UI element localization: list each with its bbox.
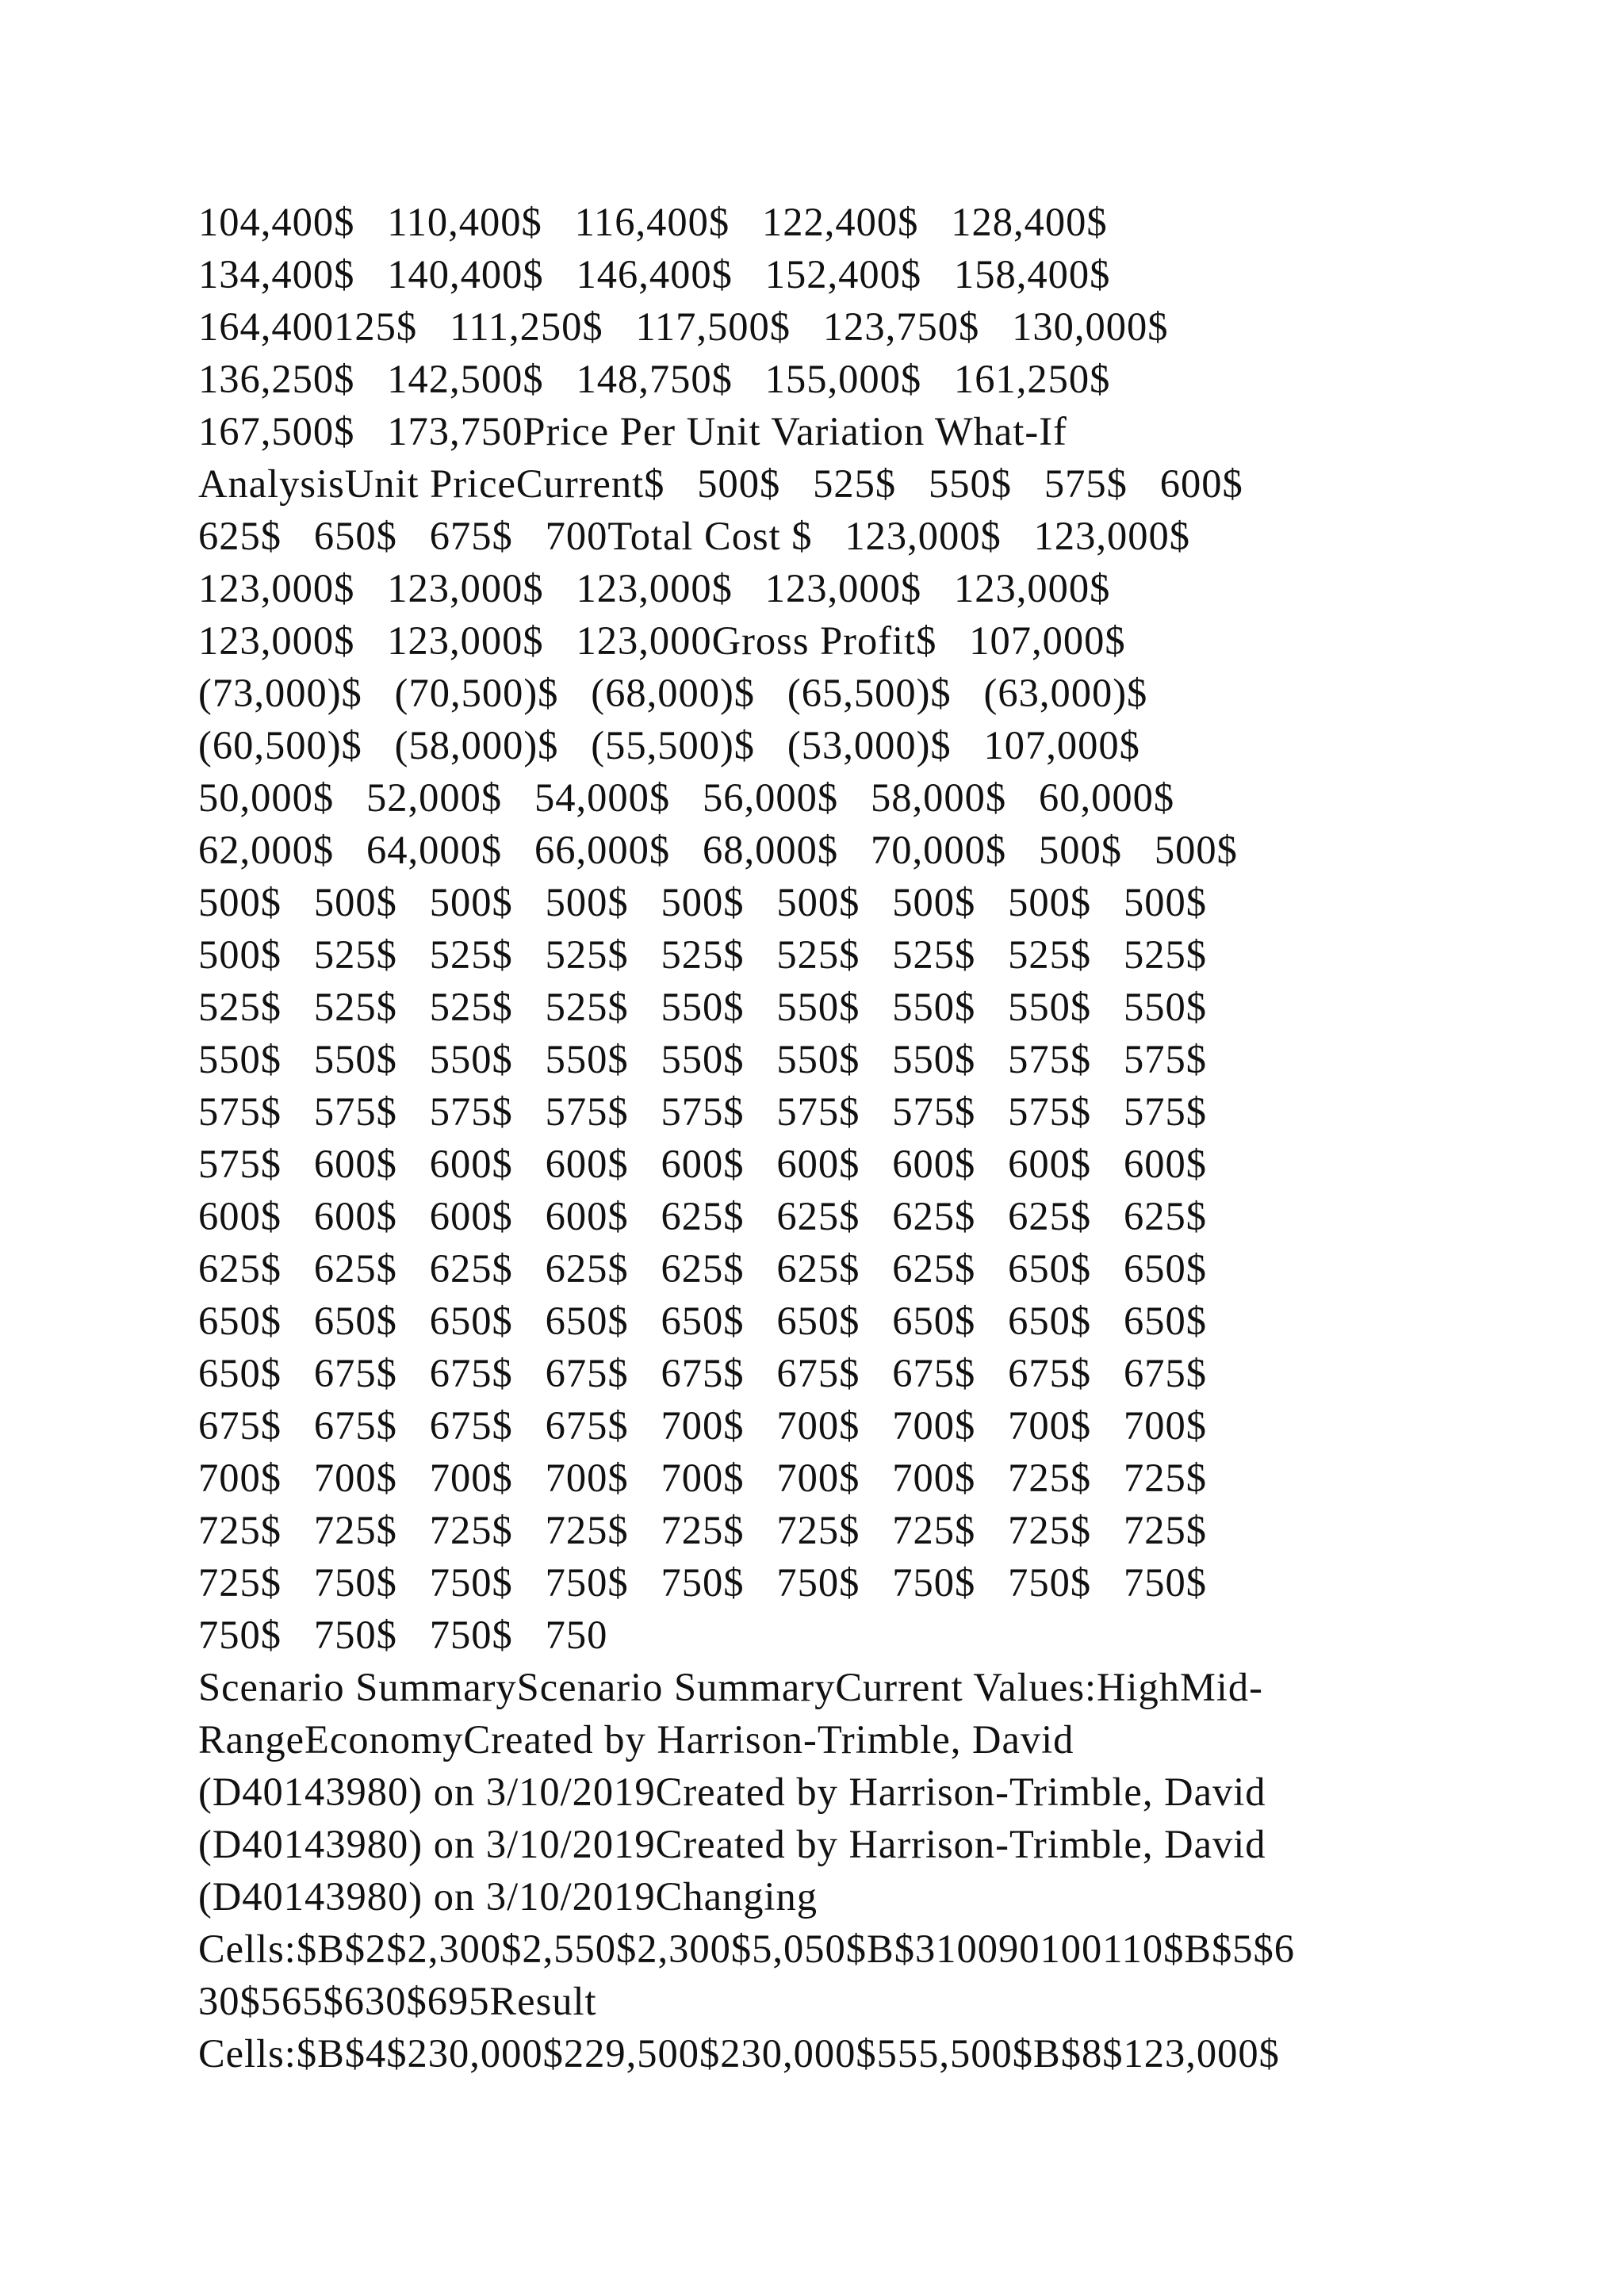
text-line: 136,250$ 142,500$ 148,750$ 155,000$ 161,250$ [198,357,1111,401]
text-line: 550$ 550$ 550$ 550$ 550$ 550$ 550$ 575$ 575$ [198,1037,1207,1081]
document-body [198,196,1467,2080]
text-line: 525$ 525$ 525$ 525$ 550$ 550$ 550$ 550$ 550$ [198,985,1207,1029]
text-line: 500$ 525$ 525$ 525$ 525$ 525$ 525$ 525$ 525$ [198,932,1207,977]
text-line: 164,400125$ 111,250$ 117,500$ 123,750$ 130,000$ [198,304,1169,349]
text-line: 700$ 700$ 700$ 700$ 700$ 700$ 700$ 725$ 725$ [198,1456,1207,1500]
text-line: RangeEconomyCreated by Harrison-Trimble, David [198,1717,1074,1762]
text-line: 500$ 500$ 500$ 500$ 500$ 500$ 500$ 500$ 500$ [198,880,1207,924]
text-line: (D40143980) on 3/10/2019Created by Harrison-Trimble, David [198,1770,1266,1814]
text-line: Cells:$B$4$230,000$229,500$230,000$555,500$B$8$123,000$ [198,2031,1280,2076]
text-line: 650$ 675$ 675$ 675$ 675$ 675$ 675$ 675$ 675$ [198,1351,1207,1395]
what-if-analysis-text [198,196,1467,1661]
text-line: 625$ 625$ 625$ 625$ 625$ 625$ 625$ 650$ 650$ [198,1246,1207,1291]
text-line: 725$ 750$ 750$ 750$ 750$ 750$ 750$ 750$ 750$ [198,1560,1207,1605]
text-line: (D40143980) on 3/10/2019Created by Harrison-Trimble, David [198,1822,1266,1866]
text-line: 62,000$ 64,000$ 66,000$ 68,000$ 70,000$ 500$ 500$ [198,828,1238,872]
text-line: 675$ 675$ 675$ 675$ 700$ 700$ 700$ 700$ 700$ [198,1403,1207,1448]
text-line: 625$ 650$ 675$ 700Total Cost $ 123,000$ 123,000$ [198,514,1191,558]
text-line: 123,000$ 123,000$ 123,000Gross Profit$ 107,000$ [198,618,1126,663]
text-line: AnalysisUnit PriceCurrent$ 500$ 525$ 550$ 575$ 600$ [198,461,1243,506]
scenario-summary-text [198,1661,1467,2080]
text-line: Scenario SummaryScenario SummaryCurrent Values:HighMid- [198,1665,1263,1709]
text-line: 600$ 600$ 600$ 600$ 625$ 625$ 625$ 625$ 625$ [198,1194,1207,1238]
text-line: 725$ 725$ 725$ 725$ 725$ 725$ 725$ 725$ 725$ [198,1508,1207,1552]
text-line: Cells:$B$2$2,300$2,550$2,300$5,050$B$310090100110$B$5$6 [198,1927,1296,1971]
text-line: 575$ 575$ 575$ 575$ 575$ 575$ 575$ 575$ 575$ [198,1089,1207,1134]
text-line: 123,000$ 123,000$ 123,000$ 123,000$ 123,000$ [198,566,1111,610]
text-line: (D40143980) on 3/10/2019Changing [198,1874,818,1919]
text-line: 167,500$ 173,750Price Per Unit Variation What-If [198,409,1067,453]
text-line: 30$565$630$695Result [198,1979,597,2023]
text-line: 750$ 750$ 750$ 750 [198,1613,608,1657]
text-line: 104,400$ 110,400$ 116,400$ 122,400$ 128,400$ [198,200,1108,244]
text-line: (73,000)$ (70,500)$ (68,000)$ (65,500)$ (63,000)$ [198,671,1148,715]
text-line: 650$ 650$ 650$ 650$ 650$ 650$ 650$ 650$ 650$ [198,1299,1207,1343]
text-line: (60,500)$ (58,000)$ (55,500)$ (53,000)$ 107,000$ [198,723,1140,767]
text-line: 575$ 600$ 600$ 600$ 600$ 600$ 600$ 600$ 600$ [198,1142,1207,1186]
text-line: 50,000$ 52,000$ 54,000$ 56,000$ 58,000$ 60,000$ [198,775,1175,820]
text-line: 134,400$ 140,400$ 146,400$ 152,400$ 158,400$ [198,252,1111,297]
